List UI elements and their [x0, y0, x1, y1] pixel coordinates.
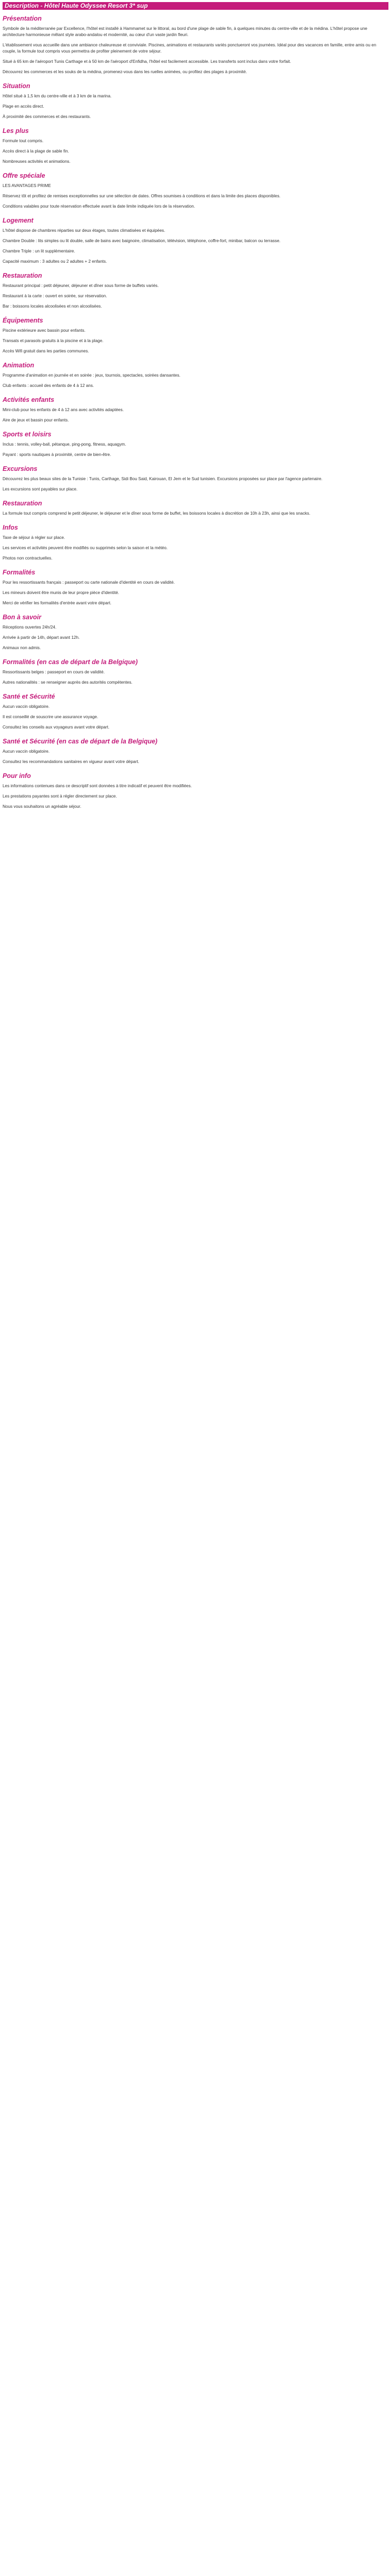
section-paragraph: Restaurant à la carte : ouvert en soirée, sur réservation. [3, 294, 107, 298]
section-paragraph: Arrivée à partir de 14h, départ avant 12h. [3, 635, 80, 640]
section-heading: Restauration [3, 272, 42, 279]
section-paragraph: Situé à 65 km de l'aéroport Tunis Carthage et à 50 km de l'aéroport d'Enfidha, l'hôtel est facilement accessible. Les transferts sont inclus dans votre forfait. [3, 59, 291, 64]
section-paragraph: Découvrez les commerces et les souks de la médina, promenez-vous dans les ruelles animées, ou profitez des plages à proximité. [3, 70, 247, 74]
section-paragraph: Plage en accès direct. [3, 104, 44, 109]
section-heading: Offre spéciale [3, 172, 45, 179]
section [3, 772, 388, 810]
section [3, 614, 388, 651]
section-paragraph: Chambre Triple : un lit supplémentaire. [3, 249, 75, 253]
section-paragraph: Les prestations payantes sont à régler directement sur place. [3, 794, 117, 799]
section-heading: Équipements [3, 317, 43, 324]
section-heading: Restauration [3, 500, 42, 507]
section-paragraph: L'établissement vous accueille dans une ambiance chaleureuse et conviviale. Piscines, animations et restaurants variés ponctueront vos journées. Idéal pour des vacances en famille, entre amis ou en couple, la formule tout compris vous permettra de profiter pleinement de votre séjour. [3, 43, 377, 54]
section [3, 396, 388, 423]
section-paragraph: Accès Wifi gratuit dans les parties communes. [3, 349, 89, 353]
section-paragraph: Il est conseillé de souscrire une assurance voyage. [3, 715, 99, 719]
section [3, 658, 388, 686]
section-paragraph: Merci de vérifier les formalités d'entrée avant votre départ. [3, 601, 111, 605]
section [3, 524, 388, 562]
section-paragraph: Aire de jeux et bassin pour enfants. [3, 418, 69, 422]
section-paragraph: Les mineurs doivent être munis de leur propre pièce d'identité. [3, 590, 119, 595]
section-paragraph: Transats et parasols gratuits à la piscine et à la plage. [3, 338, 104, 343]
section-heading: Formalités (en cas de départ de la Belgique) [3, 658, 138, 666]
section-paragraph: Les informations contenues dans ce descriptif sont données à titre indicatif et peuvent être modifiées. [3, 784, 192, 788]
section-heading: Activités enfants [3, 396, 55, 403]
section-heading: Animation [3, 362, 35, 369]
section-paragraph: Photos non contractuelles. [3, 556, 53, 561]
section-paragraph: Programme d'animation en journée et en soirée : jeux, tournois, spectacles, soirées dansantes. [3, 373, 181, 378]
section-paragraph: Piscine extérieure avec bassin pour enfants. [3, 328, 86, 333]
section-paragraph: À proximité des commerces et des restaurants. [3, 114, 91, 119]
section-heading: Formalités [3, 569, 36, 576]
sections-container [3, 15, 388, 810]
section-heading: Situation [3, 82, 30, 90]
section-heading: Excursions [3, 465, 38, 472]
section-heading: Sports et loisirs [3, 431, 52, 438]
section-paragraph: Bar : boissons locales alcoolisées et non alcoolisées. [3, 304, 102, 309]
section [3, 500, 388, 517]
section-paragraph: Réservez tôt et profitez de remises exceptionnelles sur une sélection de dates. Offres soumises à conditions et dans la limite des places disponibles. [3, 194, 281, 198]
section [3, 172, 388, 210]
section-paragraph: Chambre Double : lits simples ou lit double, salle de bains avec baignoire, climatisation, télévision, téléphone, coffre-fort, minibar, balcon ou terrasse. [3, 239, 281, 243]
section-paragraph: Club enfants : accueil des enfants de 4 à 12 ans. [3, 383, 94, 388]
section-paragraph: Les excursions sont payables sur place. [3, 487, 78, 492]
section-paragraph: Accès direct à la plage de sable fin. [3, 149, 69, 154]
section-paragraph: Capacité maximum : 3 adultes ou 2 adultes + 2 enfants. [3, 259, 107, 264]
section-heading: Logement [3, 217, 34, 224]
section-paragraph: Consultez les recommandations sanitaires en vigueur avant votre départ. [3, 759, 139, 764]
section-paragraph: Nous vous souhaitons un agréable séjour. [3, 804, 82, 809]
section [3, 465, 388, 493]
section-paragraph: Hôtel situé à 1,5 km du centre-ville et à 3 km de la marina. [3, 94, 112, 98]
section-heading: Bon à savoir [3, 614, 42, 621]
section-heading: Présentation [3, 15, 42, 22]
section [3, 15, 388, 75]
section-paragraph: Taxe de séjour à régler sur place. [3, 535, 66, 540]
section [3, 217, 388, 265]
section-paragraph: Restaurant principal : petit déjeuner, déjeuner et dîner sous forme de buffets variés. [3, 283, 159, 288]
section-paragraph: Inclus : tennis, volley-ball, pétanque, ping-pong, fitness, aquagym. [3, 442, 126, 447]
section-paragraph: Nombreuses activités et animations. [3, 159, 71, 164]
section [3, 431, 388, 458]
section-paragraph: Symbole de la méditerranée par Excellence, l'hôtel est installé à Hammamet sur le littoral, au bord d'une plage de sable fin, à quelques minutes du centre-ville et de la médina. L'hôtel propose une architecture harmonieuse mêlant style arabo-andalou et modernité, au cœur d'un vaste jardin fleuri. [3, 26, 367, 37]
section-heading: Santé et Sécurité (en cas de départ de la Belgique) [3, 738, 158, 745]
section [3, 569, 388, 606]
section [3, 738, 388, 765]
section-paragraph: Mini-club pour les enfants de 4 à 12 ans avec activités adaptées. [3, 408, 124, 412]
section-paragraph: Animaux non admis. [3, 646, 41, 650]
section-paragraph: Pour les ressortissants français : passeport ou carte nationale d'identité en cours de validité. [3, 580, 175, 585]
section-heading: Infos [3, 524, 18, 531]
section-paragraph: Les services et activités peuvent être modifiés ou supprimés selon la saison et la météo. [3, 546, 168, 550]
section-paragraph: Aucun vaccin obligatoire. [3, 749, 50, 754]
section [3, 317, 388, 354]
section [3, 693, 388, 731]
section [3, 127, 388, 165]
section-paragraph: Découvrez les plus beaux sites de la Tunisie : Tunis, Carthage, Sidi Bou Said, Kairouan, El Jem et le Sud tunisien. Excursions proposées sur place par l'agence partenaire. [3, 477, 323, 481]
section-paragraph: Autres nationalités : se renseigner auprès des autorités compétentes. [3, 680, 133, 685]
section-heading: Pour info [3, 772, 31, 779]
section [3, 82, 388, 120]
section-paragraph: Ressortissants belges : passeport en cours de validité. [3, 670, 105, 674]
page-title: Description - Hôtel Haute Odyssee Resort 3* sup [3, 2, 388, 10]
section-paragraph: L'hôtel dispose de chambres réparties sur deux étages, toutes climatisées et équipées. [3, 228, 166, 233]
section-paragraph: LES AVANTAGES PRIME [3, 183, 51, 188]
section-paragraph: La formule tout compris comprend le petit déjeuner, le déjeuner et le dîner sous forme de buffet, les boissons locales à discrétion de 10h à 23h, ainsi que les snacks. [3, 511, 311, 516]
section [3, 362, 388, 389]
section-paragraph: Consultez les conseils aux voyageurs avant votre départ. [3, 725, 110, 730]
section-paragraph: Réceptions ouvertes 24h/24. [3, 625, 57, 630]
section-paragraph: Aucun vaccin obligatoire. [3, 704, 50, 709]
section-paragraph: Conditions valables pour toute réservation effectuée avant la date limite indiquée lors de la réservation. [3, 204, 196, 209]
section-paragraph: Payant : sports nautiques à proximité, centre de bien-être. [3, 452, 111, 457]
section-heading: Les plus [3, 127, 29, 134]
section-heading: Santé et Sécurité [3, 693, 55, 700]
section-paragraph: Formule tout compris. [3, 139, 44, 143]
section [3, 272, 388, 310]
